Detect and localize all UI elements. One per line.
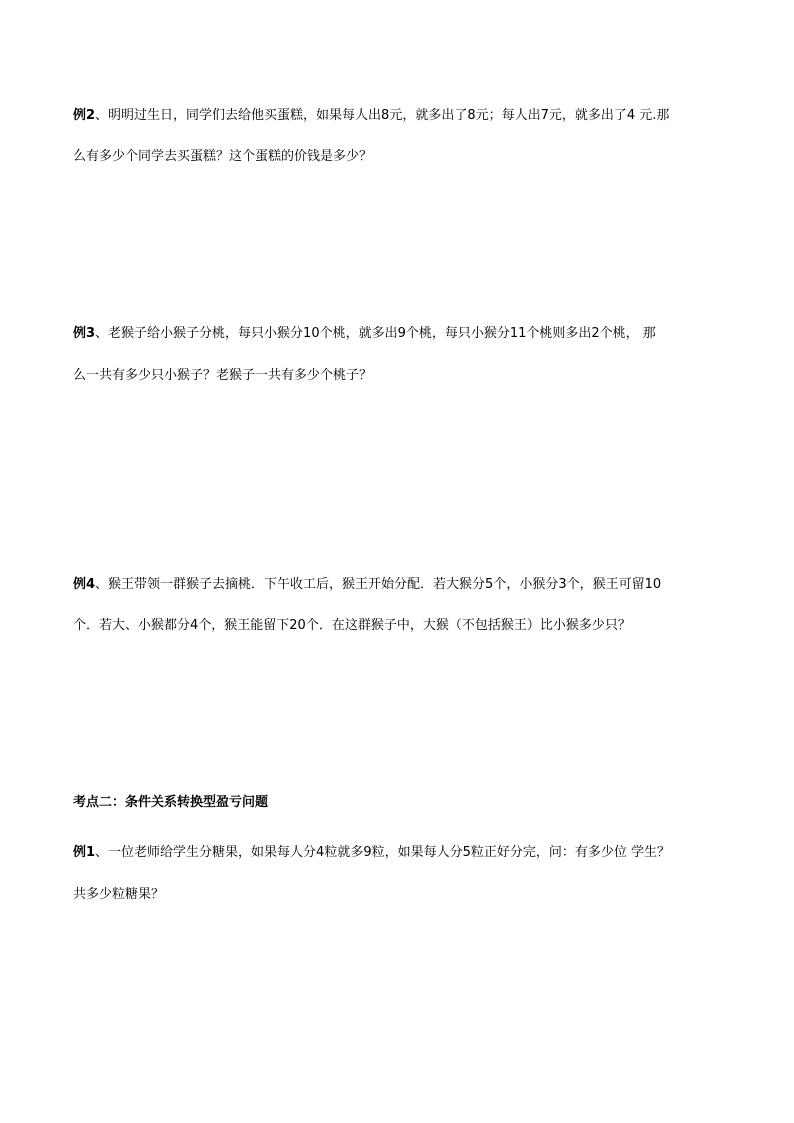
example-3-text-1: 、老猴子给小猴子分桃，每只小猴分10个桃，就多出9个桃，每只小猴分11个桃则多出2个桃， 那 — [95, 326, 656, 341]
example-4-line-1 — [73, 577, 661, 593]
section-example-1-text-1: 、一位老师给学生分糖果，如果每人分4粒就多9粒，如果每人分5粒正好分完，问：有多少位 学生？ — [95, 845, 670, 860]
example-3-line-2: 么一共有多少只小猴子？老猴子一共有多少个桃子？ — [73, 368, 373, 383]
example-4-text-1: 、猴王带领一群猴子去摘桃．下午收工后，猴王开始分配．若大猴分5个，小猴分3个，猴王可留10 — [95, 577, 662, 592]
section-example-1-line-1 — [73, 845, 670, 861]
example-3-line-1 — [73, 326, 656, 342]
example-2-line-1 — [73, 108, 669, 124]
example-2-text-1: 、明明过生日，同学们去给他买蛋糕，如果每人出8元，就多出了8元；每人出7元，就多出了4 元.那 — [95, 108, 670, 123]
section-example-1-line-2: 共多少粒糖果？ — [73, 887, 165, 902]
example-4-line-2: 个．若大、小猴都分4个，猴王能留下20个．在这群猴子中，大猴（不包括猴王）比小猴多少只？ — [73, 618, 631, 633]
example-2-line-2: 么有多少个同学去买蛋糕？这个蛋糕的价钱是多少？ — [73, 149, 373, 164]
example-3-label: 例3 — [73, 326, 96, 341]
example-4-label: 例4 — [73, 577, 96, 592]
section-example-1-label: 例1 — [73, 845, 96, 860]
section-heading: 考点二：条件关系转换型盈亏问题 — [73, 795, 269, 810]
example-2-label: 例2 — [73, 108, 96, 123]
